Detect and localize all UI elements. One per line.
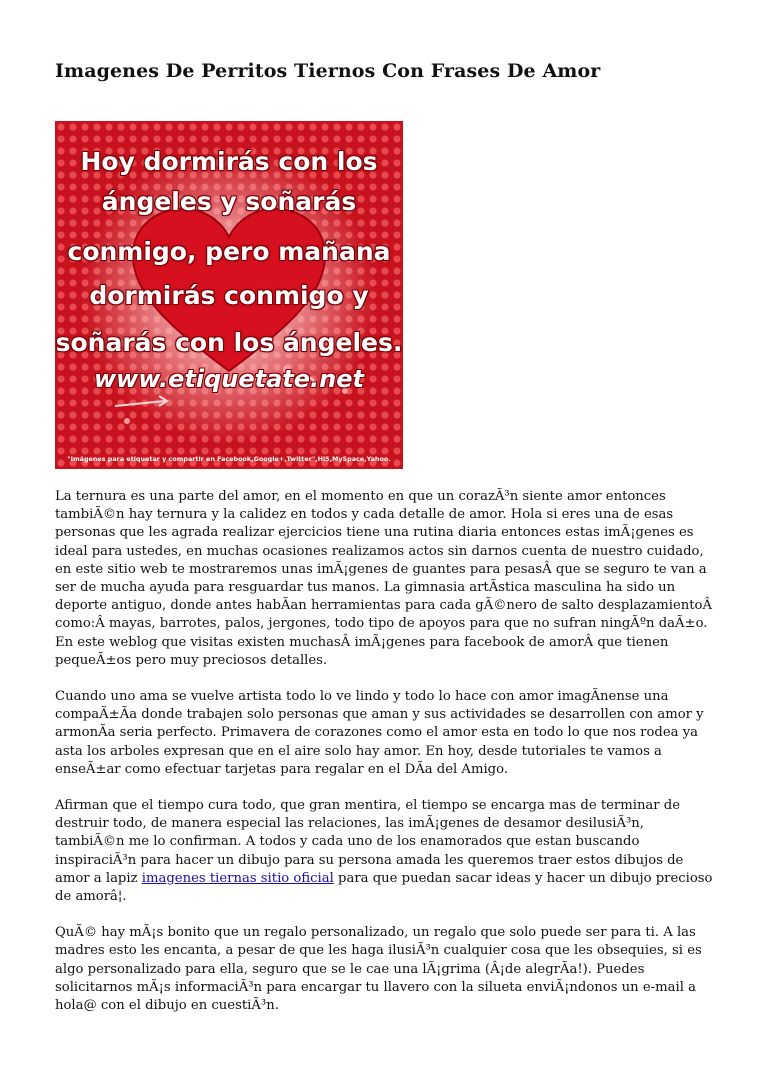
love-quote-image bbox=[55, 121, 403, 469]
paragraph-text: para que puedan sacar ideas y hacer un dibujo precioso de amorâ¦. bbox=[55, 870, 713, 905]
image-quote-line: soñarás con los ángeles. bbox=[55, 328, 403, 357]
image-quote-line: Hoy dormirás con los bbox=[80, 147, 378, 176]
paragraph-text: Afirman que el tiempo cura todo, que gran mentira, el tiempo se encarga mas de terminar de destruir todo, de manera especial las relaciones, las imÃ¡genes de desamor desilusiÃ³n, tambiÃ©n me lo confirman. A todos y cada uno de los enamorados que estan buscando inspiraciÃ³n para hacer un dibujo para su persona amada les queremos traer estos dibujos de amor a lapiz bbox=[55, 798, 684, 886]
page-title: Imagenes De Perritos Tiernos Con Frases De Amor bbox=[55, 60, 601, 82]
image-caption: "Imágenes para etiquetar y compartir en Facebook,Google+,Twitter",Hi5,MySpace,Yahoo. bbox=[67, 455, 391, 463]
paragraph: Cuando uno ama se vuelve artista todo lo ve lindo y todo lo hace con amor imagÃnense una compaÃ±Ãa donde trabajen solo personas que aman y sus actividades se desarrollen con amor y armonÃa seria perfecto. Primavera de corazones como el amor esta en todo lo que nos rodea ya asta los arboles expresan que en el aire solo hay amor. En hoy, desde tutoriales te vamos a enseÃ±ar como efectuar tarjetas para regalar en el DÃa del Amigo. bbox=[55, 689, 704, 777]
article-body bbox=[55, 488, 715, 1033]
image-quote-line: dormirás conmigo y bbox=[89, 281, 369, 310]
image-quote-line: ángeles y soñarás bbox=[101, 187, 357, 216]
image-quote-line: conmigo, pero mañana bbox=[67, 237, 391, 266]
imagenes-tiernas-link[interactable]: imagenes tiernas sitio oficial bbox=[141, 870, 334, 886]
paragraph: QuÃ© hay mÃ¡s bonito que un regalo personalizado, un regalo que solo puede ser para ti. A las madres esto les encanta, a pesar de que les haga ilusiÃ³n cualquier cosa que les obsequies, si es algo personalizado para ella, seguro que se le cae una lÃ¡grima (Â¡de alegrÃa!). Puedes solicitarnos mÃ¡s informaciÃ³n para encargar tu llavero con la silueta enviÃ¡ndonos un e-mail a hola@ con el dibujo en cuestiÃ³n. bbox=[55, 925, 702, 1014]
paragraph: La ternura es una parte del amor, en el momento en que un corazÃ³n siente amor entonces tambiÃ©n hay ternura y la calidez en todos y cada detalle de amor. Hola si eres una de esas personas que les agrada realizar ejercicios tiene una rutina diaria entonces estas imÃ¡genes es ideal para ustedes, en muchas ocasiones realizamos actos sin darnos cuenta de nuestro cuidado, en este sitio web te mostraremos unas imÃ¡genes de guantes para pesasÂ que se seguro te van a ser de mucha ayuda para resguardar tus manos. La gimnasia artÃstica masculina ha sido un deporte antiguo, donde antes habÃan herramientas para cada gÃ©nero de salto desplazamientoÂ como:Â mayas, barrotes, palos, jergones, todo tipo de apoyos para que no sufran ningÃºn daÃ±o. En este weblog que visitas existen muchasÂ imÃ¡genes para facebook de amorÂ que tienen pequeÃ±os pero muy preciosos detalles. bbox=[55, 489, 713, 668]
image-watermark-url: www.etiquetate.net bbox=[94, 365, 364, 393]
paragraph bbox=[55, 797, 715, 906]
